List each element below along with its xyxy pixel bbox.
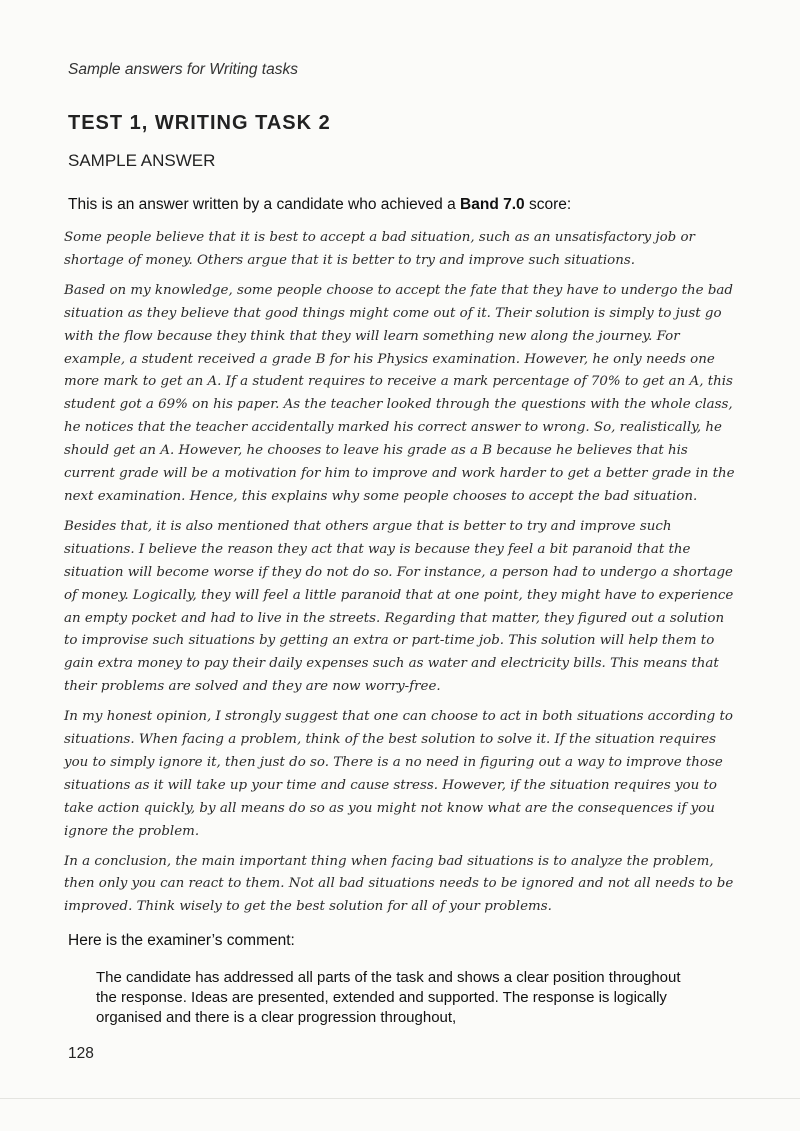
- essay-paragraph: In my honest opinion, I strongly suggest that one can choose to act in both situations according to situations. When facing a problem, think of the best solution to solve it. If the situation requires you to simply ignore it, then just do so. There is a no need in figuring out a way to improve those situations as it will take up your time and cause stress. However, if the situation requires you to take action quickly, by all means do so as you might not know what are the consequences if you ignore the problem.: [64, 709, 733, 839]
- handwritten-essay: [64, 227, 740, 926]
- page-edge-divider: [0, 1098, 800, 1099]
- page-number: 128: [68, 1045, 94, 1062]
- examiner-comment-heading: Here is the examiner’s comment:: [68, 932, 295, 949]
- essay-paragraph: Based on my knowledge, some people choose to accept the fate that they have to undergo the bad situation as they believe that good things might come out of it. Their solution is simply to just go with the flow because they think that they will learn something new along the journey. For example, a student received a grade B for his Physics examination. However, he only needs one more mark to get an A. If a student requires to receive a mark percentage of 70% to get an A, this student got a 69% on his paper. As the teacher looked through the questions with the whole class, he notices that the teacher accidentally marked his correct answer to wrong. So, realistically, he should get an A. However, he chooses to leave his grade as a B because he believes that his current grade will be a motivation for him to improve and work harder to get a better grade in the next examination. Hence, this explains why some people chooses to accept the bad situation.: [64, 282, 735, 504]
- essay-paragraph: Some people believe that it is best to accept a bad situation, such as an unsatisfactory job or shortage of money. Others argue that it is better to try and improve such situations.: [64, 230, 695, 268]
- intro-line: [68, 196, 571, 214]
- intro-text-before: This is an answer written by a candidate who achieved a: [68, 196, 461, 213]
- test-title: TEST 1, WRITING TASK 2: [68, 112, 331, 134]
- essay-paragraph: In a conclusion, the main important thing when facing bad situations is to analyze the problem, then only you can react to them. Not all bad situations needs to be ignored and not all needs to be improved. Think wisely to get the best solution for all of your problems.: [64, 853, 734, 915]
- intro-text-after: score:: [524, 196, 572, 213]
- band-score: Band 7.0: [460, 196, 525, 213]
- examiner-comment: The candidate has addressed all parts of the task and shows a clear position throughout the response. Ideas are presented, extended and supported. The response is logically organised and there is a clear progression throughout,: [96, 969, 681, 1026]
- running-header: Sample answers for Writing tasks: [68, 61, 298, 78]
- section-label: SAMPLE ANSWER: [68, 151, 216, 170]
- essay-paragraph: Besides that, it is also mentioned that others argue that is better to try and improve such situations. I believe the reason they act that way is because they feel a bit paranoid that the situation will become worse if they do not do so. For instance, a person had to undergo a shortage of money. Logically, they will feel a little paranoid that at one point, they might have to experience an empty pocket and had to live in the streets. Regarding that matter, they figured out a solution to improvise such situations by getting an extra or part-time job. This solution will help them to gain extra money to pay their daily expenses such as water and electricity bills. This means that their problems are solved and they are now worry-free.: [64, 518, 734, 695]
